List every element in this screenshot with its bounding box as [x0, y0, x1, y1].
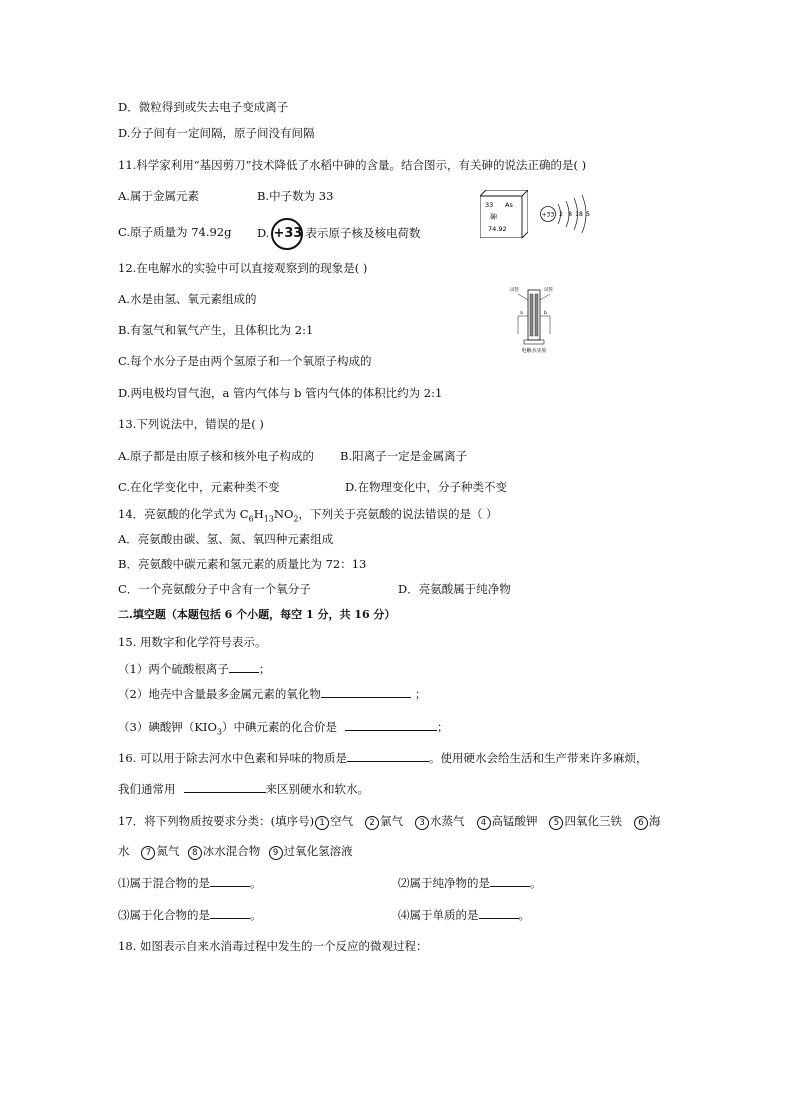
question-15: 15. 用数字和化学符号表示。 [118, 635, 267, 649]
q13-option-a: A.原子都是由原子核和核外电子构成的 [118, 449, 314, 463]
q17-item-2: 氯气 [380, 814, 404, 828]
q15-item-1 [118, 661, 270, 677]
q14-text-end: ，下列关于亮氨酸的说法错误的是（ ） [298, 507, 498, 521]
q15-item-2-end: ； [414, 687, 427, 701]
q16-text-start: 16. 可以用于除去河水中色素和异味的物质是 [118, 751, 347, 765]
question-14 [118, 506, 498, 527]
q15-item-2 [118, 686, 426, 702]
num-2-icon: 2 [365, 816, 379, 830]
q12-option-c: C.每个水分子是由两个氢原子和一个氧原子构成的 [118, 354, 372, 368]
nucleus-circle-icon: +33 [271, 218, 303, 250]
shell-1: 2 [559, 211, 563, 218]
shell-3: 18 [575, 211, 583, 218]
element-mass: 74.92 [488, 225, 507, 233]
q14-no: NO [273, 507, 294, 521]
num-4-icon: 4 [477, 816, 491, 830]
q17-item-3: 水蒸气 [430, 814, 465, 828]
num-1-icon: 1 [315, 816, 329, 830]
q17-part-2-end: 。 [530, 876, 542, 890]
apparatus-label-a: a [520, 311, 523, 316]
q14-option-b: B．亮氨酸中碳元素和氢元素的质量比为 72：13 [118, 557, 367, 571]
q15-item-1-text: （1）两个硫酸根离子 [118, 662, 229, 676]
q11-option-d-text: 表示原子核及核电荷数 [305, 226, 421, 240]
q17-blank-2[interactable] [490, 875, 530, 887]
q17-part-2 [398, 875, 542, 891]
q11-option-a: A.属于金属元素 [118, 189, 199, 203]
question-17-line-2 [118, 843, 353, 860]
q17-blank-1[interactable] [210, 875, 250, 887]
question-13: 13.下列说法中，错误的是( ) [118, 417, 264, 431]
q17-line-2-head: 水 [118, 844, 130, 858]
num-5-icon: 5 [549, 816, 563, 830]
apparatus-caption: 电解水实验 [521, 348, 547, 354]
q13-option-c: C.在化学变化中，元素种类不变 [118, 480, 280, 494]
q17-item-5: 四氧化三铁 [564, 814, 622, 828]
q13-option-b: B.阳离子一定是金属离子 [340, 449, 468, 463]
q17-item-1: 空气 [330, 814, 354, 828]
q16-line-2-end: 来区别硬水和软水。 [265, 782, 369, 796]
element-symbol: As [505, 201, 513, 209]
q15-sub-3: 3 [216, 727, 222, 737]
q14-option-c: C．一个亮氨酸分子中含有一个氧分子 [118, 582, 311, 596]
q14-sub-o: 2 [293, 514, 299, 524]
q17-part-1-end: 。 [250, 876, 262, 890]
apparatus-label-b: b [544, 311, 547, 316]
q16-blank-2[interactable] [184, 781, 266, 793]
num-9-icon: 9 [269, 846, 283, 860]
num-8-icon: 8 [188, 846, 202, 860]
q15-blank-3[interactable] [345, 719, 437, 731]
q15-item-3-text2: ）中碘元素的化合价是 [221, 720, 337, 734]
q17-item-9: 过氧化氢溶液 [283, 844, 353, 858]
atom-nucleus: +33 [541, 211, 555, 219]
q15-item-3 [118, 719, 448, 740]
q17-blank-4[interactable] [479, 907, 519, 919]
q13-option-d: D.在物理变化中，分子种类不变 [345, 480, 507, 494]
q12-option-a: A.水是由氢、氧元素组成的 [118, 292, 257, 306]
q14-sub-h: 13 [263, 514, 274, 524]
q15-item-3-end: ； [436, 720, 449, 734]
q11-option-d [257, 218, 420, 250]
section-2-heading: 二.填空题（本题包括 6 个小题，每空 1 分，共 16 分） [118, 608, 396, 621]
q14-option-d: D．亮氨酸属于纯净物 [398, 582, 511, 596]
q16-text-end: 。使用硬水会给生活和生产带来许多麻烦， [428, 751, 648, 765]
q16-blank-1[interactable] [347, 750, 429, 762]
q17-text: 17．将下列物质按要求分类：(填序号) [118, 814, 315, 828]
q15-item-1-end: ； [258, 662, 271, 676]
q11-option-b: B.中子数为 33 [257, 189, 334, 203]
q17-part-4 [398, 907, 530, 923]
q15-item-3-text: （3）碘酸钾（KIO [118, 720, 217, 734]
num-3-icon: 3 [415, 816, 429, 830]
q17-part-1-text: ⑴属于混合物的是 [118, 876, 210, 890]
q12-option-b: B.有氢气和氧气产生，且体积比为 2:1 [118, 323, 314, 337]
shell-4: 5 [586, 211, 590, 218]
element-number: 33 [485, 201, 494, 209]
q12-option-d: D.两电极均冒气泡，a 管内气体与 b 管内气体的体积比约为 2:1 [118, 386, 443, 400]
shell-2: 8 [568, 211, 572, 218]
q16-line-2-start: 我们通常用 [118, 782, 176, 796]
question-16 [118, 750, 647, 766]
question-11: 11.科学家利用“基因剪刀”技术降低了水稻中砷的含量。结合图示，有关砷的说法正确的是( ) [118, 158, 587, 172]
num-7-icon: 7 [141, 846, 155, 860]
q17-part-2-text: ⑵属于纯净物的是 [398, 876, 490, 890]
q17-item-8: 冰水混合物 [202, 844, 261, 858]
option-d-gaps: D.分子间有一定间隔，原子间没有间隔 [118, 126, 315, 140]
q14-text-start: 14．亮氨酸的化学式为 C [118, 507, 249, 521]
num-6-icon: 6 [634, 816, 648, 830]
q17-part-3-text: ⑶属于化合物的是 [118, 908, 210, 922]
q14-h: H [253, 507, 264, 521]
q15-item-2-text: （2）地壳中含量最多金属元素的氧化物 [118, 687, 321, 701]
q17-blank-3[interactable] [210, 907, 250, 919]
q17-part-4-end: 。 [518, 908, 530, 922]
question-18: 18. 如图表示自来水消毒过程中发生的一个反应的微观过程： [118, 939, 428, 953]
q14-sub-c: 6 [248, 514, 254, 524]
option-d-ions: D．微粒得到或失去电子变成离子 [118, 100, 289, 114]
q17-part-4-text: ⑷属于单质的是 [398, 908, 479, 922]
question-16-line-2 [118, 781, 369, 797]
q17-item-6: 海 [648, 814, 661, 828]
q15-blank-2[interactable] [321, 686, 411, 698]
electrolysis-apparatus-icon [508, 286, 560, 354]
q17-item-4: 高锰酸钾 [491, 814, 538, 828]
arsenic-element-card [480, 190, 528, 238]
q11-option-d-label: D. [257, 226, 270, 240]
q15-blank-1[interactable] [229, 661, 259, 673]
apparatus-label-left: 试管 [510, 288, 519, 293]
q17-part-3-end: 。 [250, 908, 262, 922]
element-name: 砷 [490, 213, 497, 221]
question-17 [118, 813, 660, 830]
arsenic-atom-structure-icon [538, 192, 598, 236]
q14-option-a: A．亮氨酸由碳、氢、氮、氧四种元素组成 [118, 532, 334, 546]
apparatus-label-right: 试管 [544, 288, 553, 293]
q17-part-1 [118, 875, 262, 891]
q17-part-3 [118, 907, 262, 923]
q17-item-7: 氮气 [156, 844, 180, 858]
q11-option-c: C.原子质量为 74.92g [118, 225, 232, 239]
question-12: 12.在电解水的实验中可以直接观察到的现象是( ) [118, 261, 368, 275]
